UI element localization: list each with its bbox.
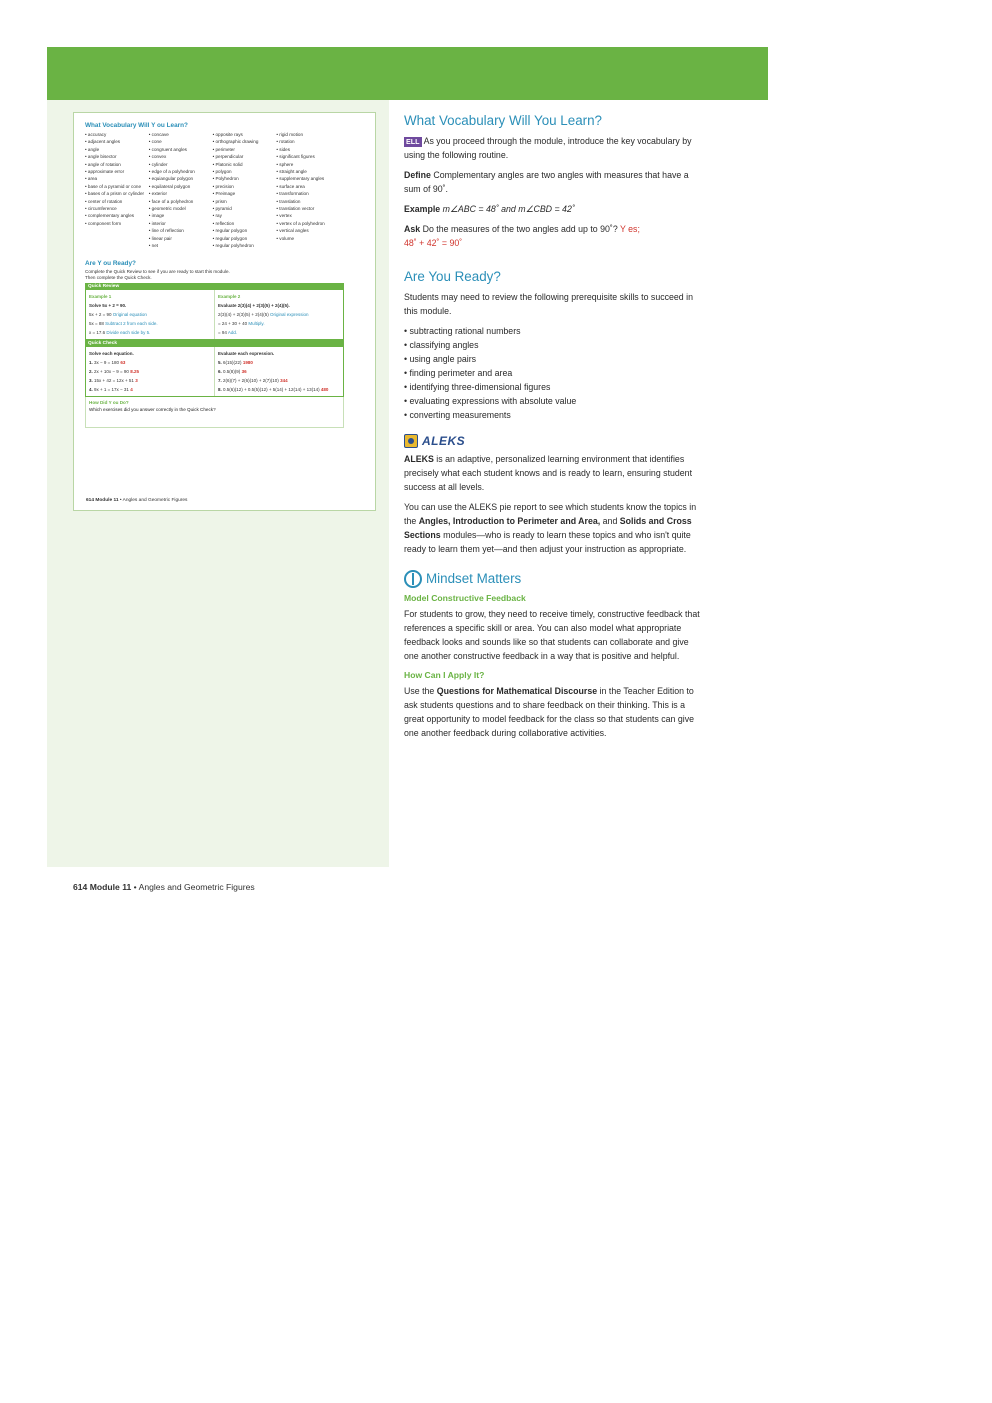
define-label: Define	[404, 170, 431, 180]
example-step	[218, 319, 340, 328]
vocab-term: • congruent angles	[148, 146, 187, 152]
mindset-sub2: How Can I Apply It?	[404, 670, 485, 680]
item-number: 8.	[218, 386, 222, 392]
item-number: 1.	[89, 359, 93, 365]
vocab-term: • pyramid	[212, 206, 232, 212]
vocab-term: • convex	[148, 154, 167, 160]
vocab-term: • translation vector	[276, 206, 315, 212]
skill-item: • identifying three-dimensional figures	[404, 380, 704, 394]
quick-check-item	[89, 376, 211, 385]
aleks-name: ALEKS	[404, 454, 434, 464]
vocab-term: • precision	[212, 183, 234, 189]
example-step	[89, 310, 211, 319]
vocab-term: • interior	[148, 220, 166, 226]
aleks-p2-e: modules—who is ready to learn these topics and who isn't quite ready to learn them yet—and then adjust your instruction as appropriate.	[404, 530, 691, 554]
mini-vocab-column	[276, 131, 344, 250]
how-did-you-do	[85, 397, 344, 428]
how-did-you-do-title: How Did Y ou Do?	[89, 399, 129, 405]
quick-check-item	[89, 367, 211, 376]
vocab-term: • regular polyhedron	[212, 243, 254, 249]
vocab-term: • rotation	[276, 139, 295, 145]
vocab-term: • reflection	[212, 220, 235, 226]
quick-check-left-items	[89, 358, 211, 394]
quick-check-grid	[85, 347, 344, 397]
student-page-thumbnail	[73, 112, 376, 511]
vocab-intro	[404, 134, 704, 162]
teacher-notes	[404, 112, 704, 746]
quick-check-item	[89, 358, 211, 367]
mini-vocab-column	[149, 131, 211, 250]
quick-check-expressions	[214, 347, 343, 396]
mini-vocab-column	[213, 131, 275, 250]
vocab-term: • vertex of a polyhedron	[276, 220, 325, 226]
mindset-sub1: Model Constructive Feedback	[404, 593, 526, 603]
vocab-term: • face of a polyhedron	[148, 198, 194, 204]
item-answer: 8.25	[130, 368, 139, 374]
skills-list	[404, 324, 704, 422]
ask-label: Ask	[404, 224, 421, 234]
vocab-term: • significant figures	[276, 154, 315, 160]
vocab-term: • regular polygon	[212, 235, 248, 241]
mindset-header	[404, 570, 704, 588]
vocab-term: • complementary angles	[85, 213, 135, 219]
mindset-p1: For students to grow, they need to receive timely, constructive feedback that references a specific skill or area. You can also model what appropriate feedback looks and sounds like so that students can collaborate and give one another constructive feedback in a way that is positive and helpful.	[404, 609, 700, 661]
vocab-term: • component form	[85, 220, 122, 226]
vocab-term: • supplementary angles	[276, 176, 325, 182]
mini-footer-page-number: 614	[86, 498, 95, 503]
example-2-prompt: Evaluate 2(3)(4) + 2(3)(5) + 2(4)(5).	[218, 302, 290, 308]
vocab-term: • Platonic solid	[212, 161, 243, 167]
item-number: 3.	[89, 377, 93, 383]
step-expression: 2(3)(4) + 2(3)(5) + 2(4)(5)	[218, 311, 269, 317]
item-question: 0.5(8)(9)	[223, 368, 241, 374]
example-text: m∠ABC = 48˚ and m∠CBD = 42˚	[442, 204, 575, 214]
vocab-term: • perimeter	[212, 146, 235, 152]
quick-check-item	[218, 367, 340, 376]
vocab-term: • translation	[276, 198, 301, 204]
quick-check-item	[89, 385, 211, 394]
vocab-term: • Polyhedron	[212, 176, 239, 182]
vocab-term: • geometric model	[148, 206, 186, 212]
item-question: 15x + 42 = 12x + 51	[94, 377, 134, 383]
item-answer: 63	[120, 359, 126, 365]
vocab-term: • exterior	[148, 191, 167, 197]
mindset-p2-a: Use the	[404, 686, 435, 696]
footer-module: Module 11	[89, 882, 132, 892]
vocab-term: • sphere	[276, 161, 294, 167]
step-expression: 5x = 88	[89, 320, 104, 326]
item-number: 2.	[89, 368, 93, 374]
vocab-term: • sides	[276, 146, 290, 152]
vocab-term: • accuracy	[85, 132, 107, 137]
item-answer: 4	[130, 386, 133, 392]
vocab-term: • angle	[85, 146, 100, 152]
footer-title: • Angles and Geometric Figures	[133, 882, 255, 892]
item-number: 7.	[218, 377, 222, 383]
vocab-term: • straight angle	[276, 169, 307, 175]
vocab-term: • vertex	[276, 213, 292, 219]
vocab-term: • approximate error	[85, 169, 125, 175]
skill-item: • evaluating expressions with absolute value	[404, 394, 704, 408]
item-number: 5.	[218, 359, 222, 365]
vocab-term: • prism	[212, 198, 227, 204]
vocab-term: • bases of a prism or cylinder	[85, 191, 145, 197]
aleks-logo	[404, 434, 704, 448]
example-step	[218, 328, 340, 337]
item-question: 3x − 9 = 180	[94, 359, 120, 365]
page-footer	[73, 882, 255, 892]
vocab-term: • perpendicular	[212, 154, 244, 160]
example-1-label: Example 1	[89, 293, 112, 299]
ask-answer: Y es;	[620, 224, 640, 234]
example-step	[218, 310, 340, 319]
item-question: 2(6)(7) + 2(6)(10) + 2(7)(10)	[223, 377, 279, 383]
step-note: Original equation	[112, 311, 147, 317]
mini-vocab-list	[85, 131, 344, 250]
vocab-term: • adjacent angles	[85, 139, 121, 145]
aleks-p1-text: is an adaptive, personalized learning environment that identifies precisely what each student knows and is ready to learn, ensuring student success at all levels.	[404, 454, 693, 492]
vocab-term: • angle of rotation	[85, 161, 121, 167]
aleks-p1	[404, 452, 704, 494]
mini-footer-module: Module 11	[95, 498, 119, 503]
skill-item: • converting measurements	[404, 408, 704, 422]
step-expression: x = 17.6	[89, 329, 106, 335]
example-1	[86, 290, 214, 339]
quick-check-right-head: Evaluate each expression.	[218, 350, 275, 356]
quick-check-item	[218, 376, 340, 385]
ready-intro: Students may need to review the following prerequisite skills to succeed in this module.	[404, 292, 693, 316]
vocab-term: • volume	[276, 235, 295, 241]
vocab-term: • edge of a polyhedron	[148, 169, 195, 175]
vocab-term: • linear pair	[148, 235, 172, 241]
example-step	[89, 319, 211, 328]
skill-item: • subtracting rational numbers	[404, 324, 704, 338]
vocab-term: • rigid motion	[276, 132, 304, 137]
step-note: Add.	[227, 329, 238, 335]
ell-badge: ELL	[406, 137, 420, 146]
vocab-term: • angle bisector	[85, 154, 117, 160]
vocab-term: • cone	[148, 139, 162, 145]
step-note: Original expression	[270, 311, 309, 317]
vocab-term: • orthographic drawing	[212, 139, 259, 145]
vocab-term: • Preimage	[212, 191, 236, 197]
skill-item: • finding perimeter and area	[404, 366, 704, 380]
item-question: 6(15)(22)	[223, 359, 242, 365]
item-question: 2x + 10x − 9 = 90	[94, 368, 129, 374]
vocab-term: • regular polygon	[212, 228, 248, 234]
quick-check-header: Quick Check	[85, 340, 344, 347]
quick-review-grid	[85, 290, 344, 340]
example-step	[89, 328, 211, 337]
vocab-term: • ray	[212, 213, 222, 219]
vocab-term: • image	[148, 213, 165, 219]
how-did-you-do-text: Which exercises did you answer correctly in the Quick Check?	[89, 406, 216, 412]
mindset-heading: Mindset Matters	[426, 571, 522, 586]
vocab-term: • concave	[148, 132, 169, 137]
quick-check-item	[218, 358, 340, 367]
example-1-steps	[89, 310, 211, 337]
mindset-p2	[404, 684, 704, 740]
vocab-term: • polygon	[212, 169, 232, 175]
item-question: 0.5(6)(12) + 0.5(5)(12) + 5(14) + 12(14) + 13(14)	[223, 386, 320, 392]
mini-ready-line: Complete the Quick Review to see if you are ready to start this module.	[85, 268, 230, 274]
step-expression: = 94	[218, 329, 227, 335]
vocab-ask	[404, 222, 704, 250]
mini-vocab-column	[85, 131, 147, 250]
step-expression: 5x + 2 = 90	[89, 311, 112, 317]
example-1-prompt: Solve 5x + 2 = 90.	[89, 302, 127, 308]
vocab-term: • line of reflection	[148, 228, 184, 234]
vocab-heading: What Vocabulary Will You Learn?	[404, 113, 603, 128]
mini-ready-title: Are Y ou Ready?	[85, 259, 136, 267]
vocab-term: • transformation	[276, 191, 309, 197]
mini-footer-title: • Angles and Geometric Figures	[119, 498, 188, 503]
quick-check-right-items	[218, 358, 340, 394]
vocab-term: • equiangular polygon	[148, 176, 194, 182]
item-answer: 36	[241, 368, 247, 374]
mini-ready-line: Then complete the Quick Check.	[85, 274, 152, 280]
item-number: 4.	[89, 386, 93, 392]
vocab-intro-text: As you proceed through the module, introduce the key vocabulary by using the following routine.	[404, 136, 692, 160]
mindset-p2-c: in the Teacher Edition to ask students questions and to share feedback on their thinking. This is a great opportunity to model feedback for the class so that students can give one another feedback during collaborative activities.	[404, 686, 694, 738]
aleks-module-1: Angles, Introduction to Perimeter and Area,	[418, 516, 601, 526]
aleks-module-2: Solids and Cross Sections	[404, 516, 692, 540]
vocab-term: • area	[85, 176, 98, 182]
skill-item: • using angle pairs	[404, 352, 704, 366]
quick-check-left-head: Solve each equation.	[89, 350, 134, 356]
vocab-term: • surface area	[276, 183, 305, 189]
vocab-term: • opposite rays	[212, 132, 243, 137]
item-answer: 3	[135, 377, 138, 383]
mini-vocab-title: What Vocabulary Will Y ou Learn?	[85, 122, 188, 129]
vocab-term: • vertical angles	[276, 228, 309, 234]
quick-check-equations	[86, 347, 214, 396]
brain-icon	[404, 570, 422, 588]
aleks-p2	[404, 500, 704, 556]
item-answer: 1980	[242, 359, 253, 365]
quick-review-header: Quick Review	[85, 283, 344, 290]
quick-check-item	[218, 385, 340, 394]
mindset-p2-b: Questions for Mathematical Discourse	[436, 686, 598, 696]
vocab-term: • equilateral polygon	[148, 183, 191, 189]
step-note: Divide each side by 5.	[106, 329, 151, 335]
aleks-p2-a: You can use the ALEKS pie report to see which students know the topics in the	[404, 502, 697, 526]
header-band	[47, 47, 768, 100]
example-2-label: Example 2	[218, 293, 241, 299]
vocab-term: • net	[148, 243, 159, 249]
item-answer: 480	[320, 386, 329, 392]
item-question: 9x + 1 = 17x − 31	[94, 386, 129, 392]
ask-answer-equation: 48˚ + 42˚ = 90˚	[404, 238, 463, 248]
vocab-term: • base of a pyramid or cone	[85, 183, 141, 189]
vocab-term: • center of rotation	[85, 198, 123, 204]
mini-footer	[86, 498, 187, 503]
vocab-define	[404, 168, 704, 196]
aleks-p2-c: and	[602, 516, 618, 526]
step-note: Multiply.	[248, 320, 265, 326]
ask-text: Do the measures of the two angles add up to 90˚?	[422, 224, 618, 234]
example-label: Example	[404, 204, 441, 214]
define-text: Complementary angles are two angles with measures that have a sum of 90˚.	[404, 170, 689, 194]
ready-heading: Are You Ready?	[404, 269, 501, 284]
aleks-icon	[404, 434, 418, 448]
example-2	[214, 290, 343, 339]
item-number: 6.	[218, 368, 222, 374]
step-note: Subtract 2 from each side.	[105, 320, 158, 326]
vocab-example	[404, 202, 704, 216]
vocab-term: • cylinder	[148, 161, 168, 167]
item-answer: 344	[280, 377, 288, 383]
example-2-steps	[218, 310, 340, 337]
vocab-term: • circumference	[85, 206, 117, 212]
step-expression: = 24 + 30 + 40	[218, 320, 248, 326]
aleks-logo-text: ALEKS	[422, 434, 466, 448]
skill-item: • classifying angles	[404, 338, 704, 352]
page-number: 614	[73, 882, 88, 892]
